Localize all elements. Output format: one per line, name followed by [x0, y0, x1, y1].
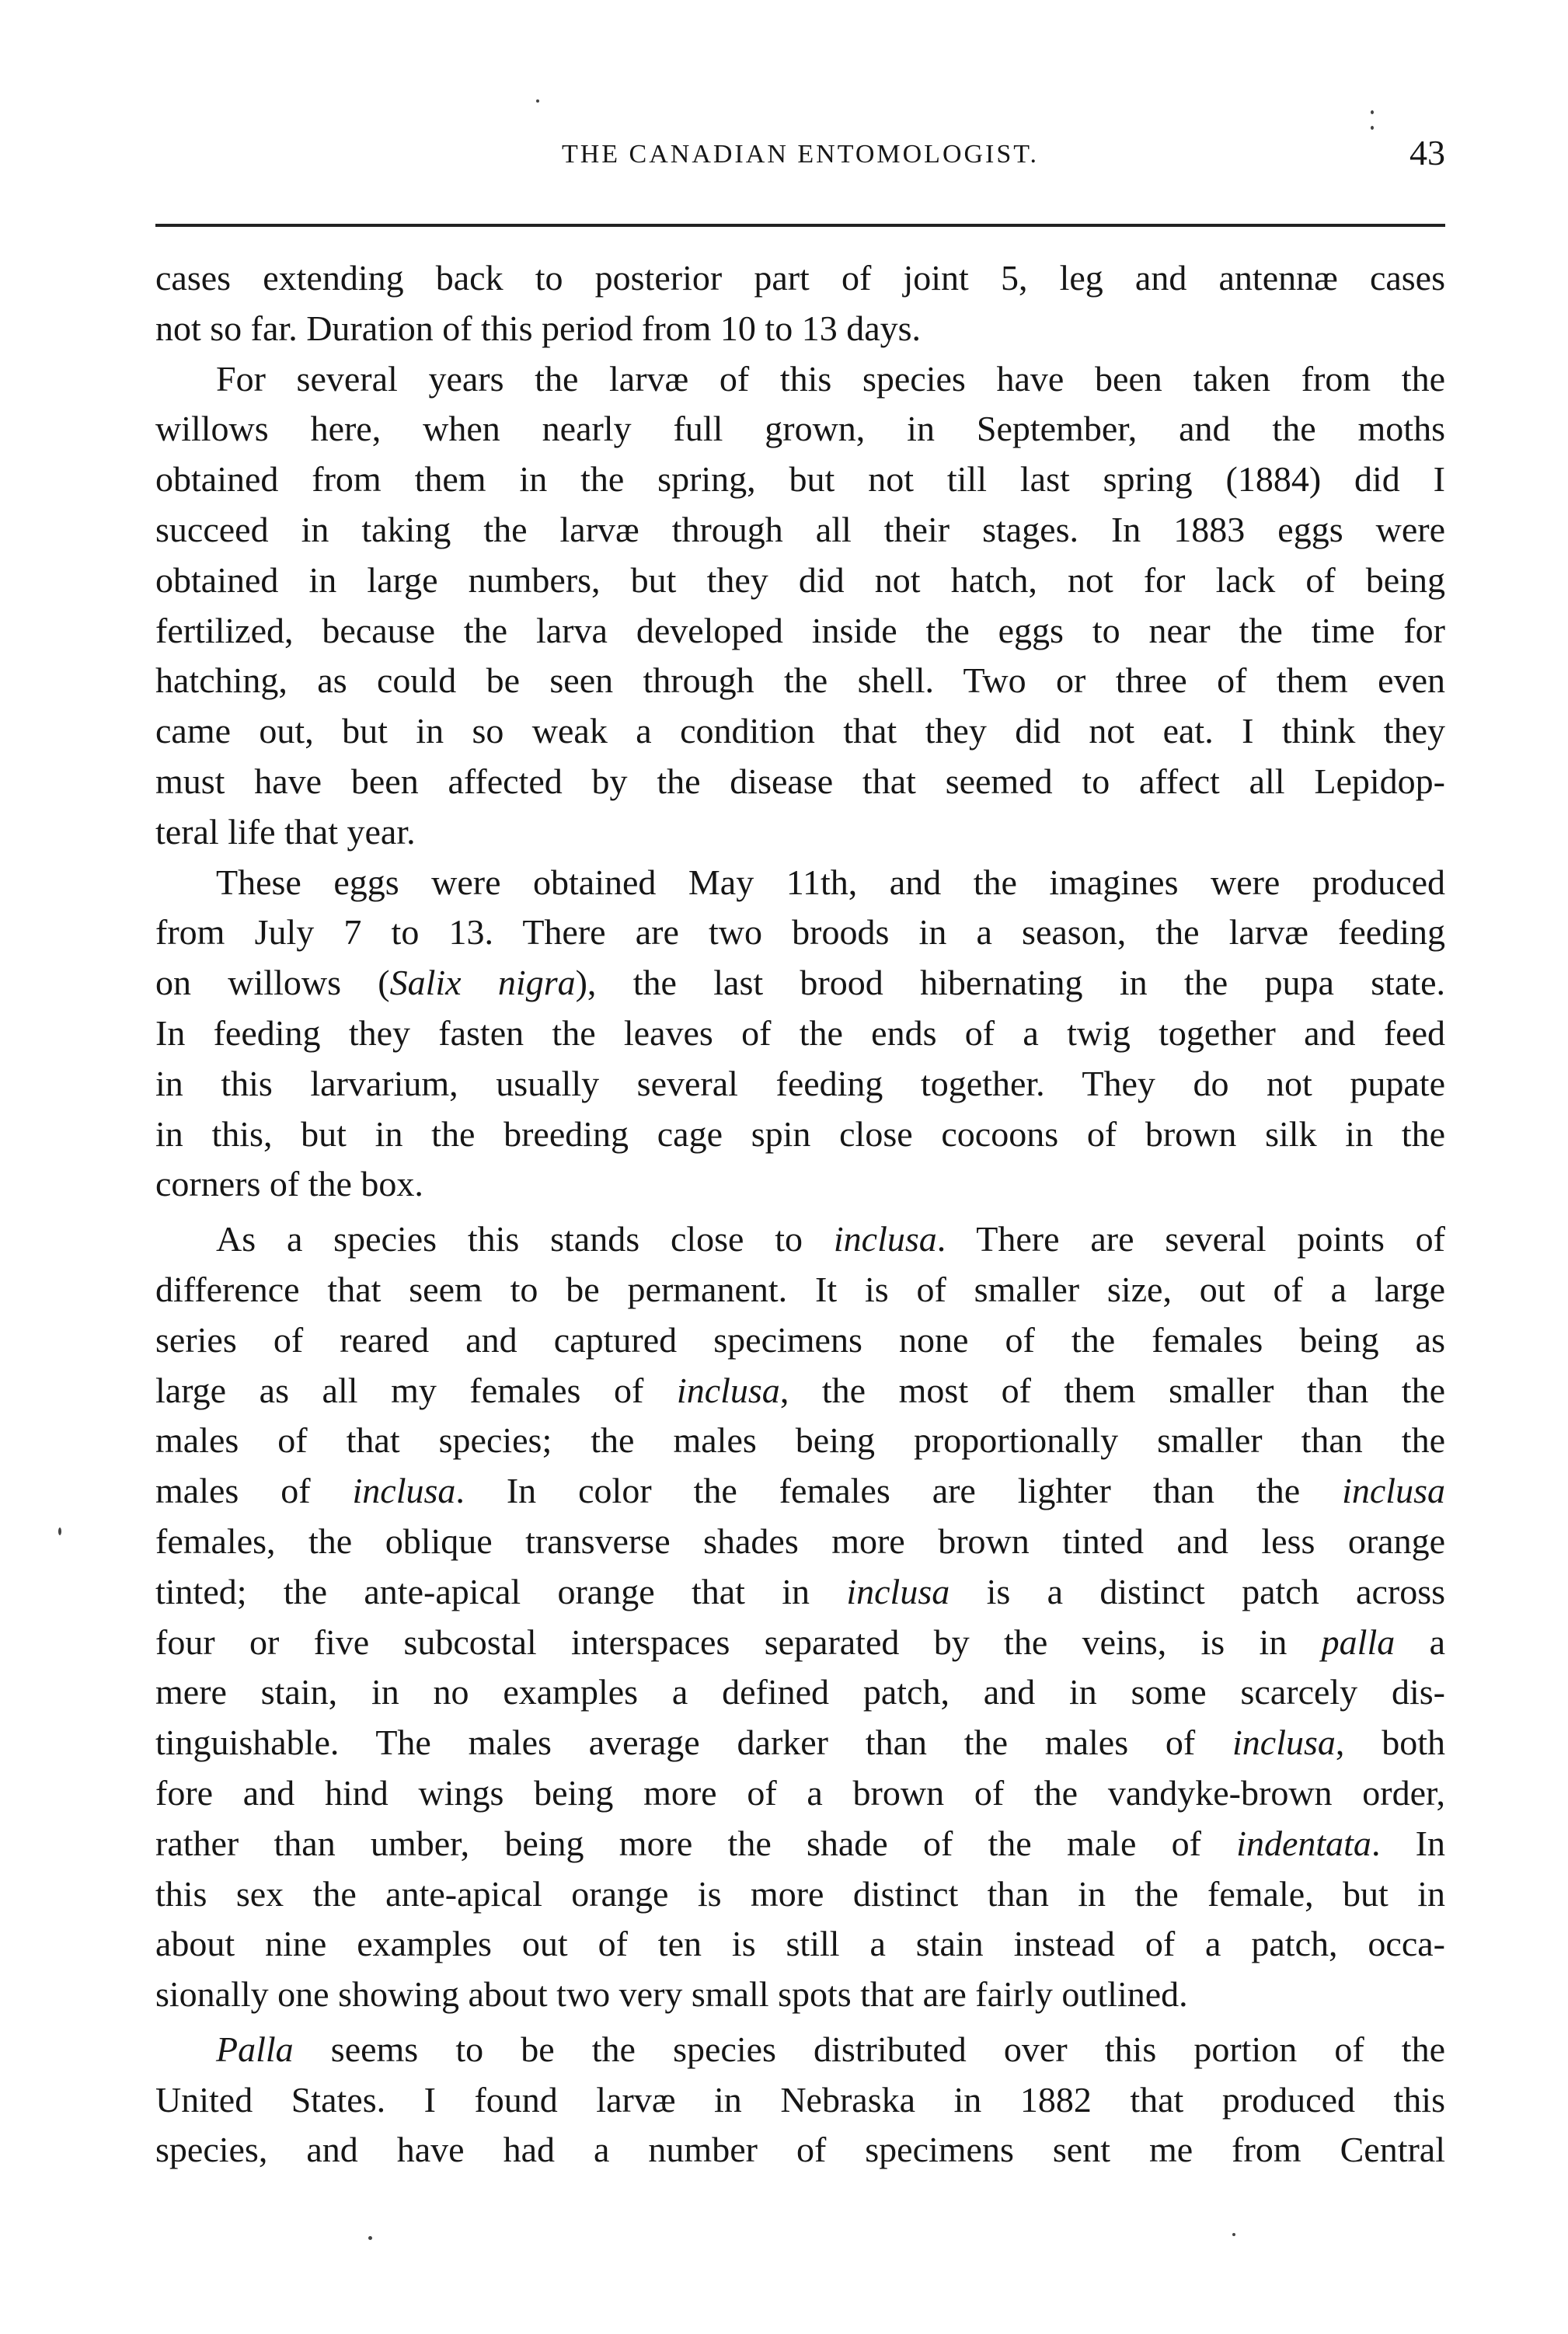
text-line: about nine examples out of ten is still a stain instead of a patch, occa- [155, 1924, 1445, 1964]
text-line: not so far. Duration of this period from 10 to 13 days. [155, 308, 922, 348]
text-line: came out, but in so weak a condition that they did not eat. I think they [155, 711, 1445, 751]
text-line: fertilized, because the larva developed inside the eggs to near the time for [155, 610, 1445, 650]
paragraph [155, 253, 1445, 354]
text-line: on willows (Salix nigra), the last brood hibernating in the pupa state. [155, 963, 1445, 1003]
scan-speck [1371, 126, 1374, 130]
body-text [155, 253, 1445, 2175]
text-line: In feeding they fasten the leaves of the ends of a twig together and feed [155, 1012, 1445, 1053]
scan-speck [536, 99, 539, 103]
paragraph [155, 2025, 1445, 2175]
text-line: United States. I found larvæ in Nebraska in 1882 that produced this [155, 2079, 1445, 2120]
text-line: this sex the ante-apical orange is more distinct than in the female, but in [155, 1873, 1445, 1914]
scan-speck [368, 2236, 372, 2240]
text-line: hatching, as could be seen through the shell. Two or three of them even [155, 660, 1445, 701]
text-line: succeed in taking the larvæ through all their stages. In 1883 eggs were [155, 509, 1445, 549]
text-line: Palla seems to be the species distributed over this portion of the [216, 2029, 1445, 2069]
text-line: from July 7 to 13. There are two broods in a season, the larvæ feeding [155, 912, 1445, 953]
header-rule [155, 224, 1445, 227]
text-line: in this, but in the breeding cage spin close cocoons of brown silk in the [155, 1113, 1445, 1154]
text-line: four or five subcostal interspaces separated by the veins, is in palla a [155, 1622, 1445, 1662]
text-line: These eggs were obtained May 11th, and the imagines were produced [216, 862, 1445, 902]
text-line: rather than umber, being more the shade of the male of indentata. In [155, 1823, 1445, 1863]
text-line: species, and have had a number of specimens sent me from Central [155, 2130, 1445, 2170]
text-line: large as all my females of inclusa, the most of them smaller than the [155, 1370, 1446, 1410]
running-title: THE CANADIAN ENTOMOLOGIST. [561, 140, 1040, 169]
text-line: tinted; the ante-apical orange that in inclusa is a distinct patch across [155, 1571, 1445, 1611]
paragraph [155, 354, 1445, 858]
paragraph [155, 1214, 1445, 2020]
text-line: cases extending back to posterior part of joint 5, leg and antennæ cases [155, 258, 1445, 298]
text-line: males of inclusa. In color the females are lighter than the inclusa [155, 1471, 1445, 1511]
text-line: obtained from them in the spring, but not till last spring (1884) did I [155, 459, 1445, 500]
page-header [155, 132, 1445, 186]
scan-speck [1232, 2233, 1235, 2236]
text-line: willows here, when nearly full grown, in September, and the moths [155, 409, 1445, 449]
scan-speck [1371, 110, 1374, 114]
text-line: must have been affected by the disease that seemed to affect all Lepidop- [155, 761, 1445, 801]
text-line: As a species this stands close to inclusa. There are several points of [216, 1219, 1445, 1259]
text-line: difference that seem to be permanent. It is of smaller size, out of a large [155, 1269, 1445, 1309]
text-line: corners of the box. [155, 1164, 423, 1204]
text-line: in this larvarium, usually several feeding together. They do not pupate [155, 1063, 1445, 1103]
text-line: For several years the larvæ of this species have been taken from the [216, 358, 1445, 399]
scan-speck [58, 1528, 61, 1535]
page-number: 43 [1409, 133, 1445, 172]
text-line: sionally one showing about two very small spots that are fairly outlined. [155, 1974, 1188, 2015]
text-line: males of that species; the males being proportionally smaller than the [155, 1420, 1445, 1461]
text-line: mere stain, in no examples a defined patch, and in some scarcely dis- [155, 1672, 1445, 1712]
text-line: obtained in large numbers, but they did not hatch, not for lack of being [155, 559, 1445, 600]
text-line: tinguishable. The males average darker than the males of inclusa, both [155, 1723, 1446, 1763]
text-line: fore and hind wings being more of a brown of the vandyke-brown order, [155, 1772, 1445, 1813]
text-line: teral life that year. [155, 811, 416, 852]
paragraph [155, 858, 1445, 1211]
text-line: females, the oblique transverse shades more brown tinted and less orange [155, 1521, 1445, 1561]
text-line: series of reared and captured specimens none of the females being as [155, 1319, 1445, 1360]
